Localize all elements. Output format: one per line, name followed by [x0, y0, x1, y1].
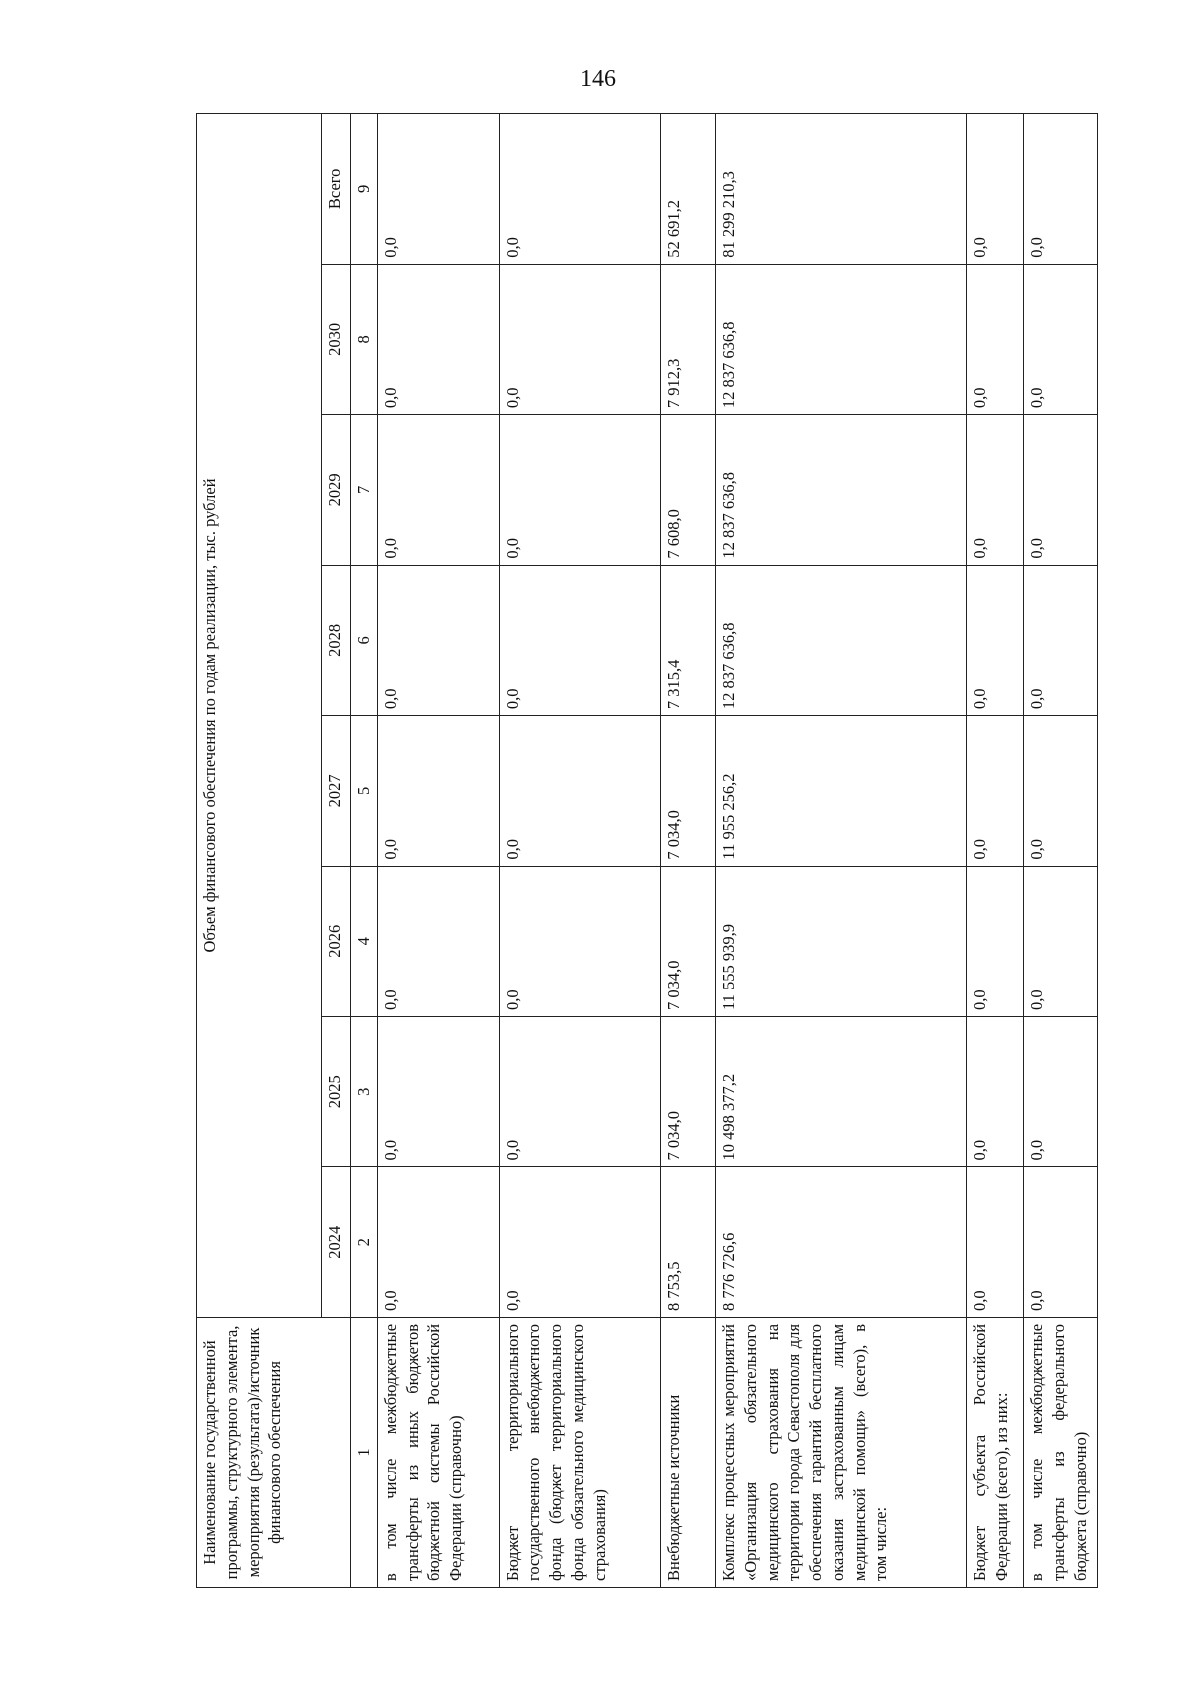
header-year: 2029: [322, 415, 351, 565]
value-cell: 0,0: [499, 565, 660, 715]
value-cell: 7 608,0: [660, 415, 715, 565]
row-name: Бюджет субъекта Российской Федерации (всего), из них:: [966, 1317, 1023, 1587]
header-name-column: Наименование государственной программы, структурного элемента, мероприятия (результата)/источник финансового обеспечения: [197, 1317, 351, 1587]
header-year: 2026: [322, 866, 351, 1016]
value-cell: 0,0: [377, 264, 499, 414]
value-cell: 0,0: [377, 565, 499, 715]
value-cell: 10 498 377,2: [716, 1017, 967, 1167]
value-cell: 0,0: [1024, 264, 1098, 414]
header-financing-volume: Объем финансового обеспечения по годам реализации, тыс. рублей: [197, 114, 322, 1318]
total-cell: 52 691,2: [660, 114, 715, 265]
value-cell: 7 034,0: [660, 716, 715, 866]
value-cell: 0,0: [499, 716, 660, 866]
value-cell: 0,0: [499, 264, 660, 414]
table-row: [377, 114, 499, 1588]
column-index: 9: [351, 114, 378, 265]
table-row: [1024, 114, 1098, 1588]
header-year: 2027: [322, 716, 351, 866]
total-cell: 0,0: [499, 114, 660, 265]
column-index: 7: [351, 415, 378, 565]
column-index: 1: [351, 1317, 378, 1587]
table-row: [966, 114, 1023, 1588]
row-name: Бюджет территориального государственного внебюджетного фонда (бюджет территориального фонда обязательного медицинского страхования): [499, 1317, 660, 1587]
header-year: 2024: [322, 1167, 351, 1317]
row-name: Внебюджетные источники: [660, 1317, 715, 1587]
value-cell: 0,0: [499, 1017, 660, 1167]
column-index: 3: [351, 1017, 378, 1167]
value-cell: 8 776 726,6: [716, 1167, 967, 1317]
value-cell: 0,0: [377, 1167, 499, 1317]
header-total: Всего: [322, 114, 351, 265]
value-cell: 8 753,5: [660, 1167, 715, 1317]
column-index: 6: [351, 565, 378, 715]
total-cell: 0,0: [966, 114, 1023, 265]
rotated-table-container: [196, 113, 1098, 1588]
value-cell: 0,0: [966, 866, 1023, 1016]
value-cell: 0,0: [499, 415, 660, 565]
financing-table: [196, 113, 1098, 1588]
column-index: 4: [351, 866, 378, 1016]
row-name: в том числе межбюджетные трансферты из иных бюджетов бюджетной системы Российской Федерации (справочно): [377, 1317, 499, 1587]
value-cell: 0,0: [966, 565, 1023, 715]
value-cell: 0,0: [377, 415, 499, 565]
value-cell: 0,0: [966, 1167, 1023, 1317]
row-name: в том числе межбюджетные трансферты из федерального бюджета (справочно): [1024, 1317, 1098, 1587]
total-cell: 0,0: [1024, 114, 1098, 265]
value-cell: 11 955 256,2: [716, 716, 967, 866]
value-cell: 0,0: [377, 866, 499, 1016]
value-cell: 0,0: [1024, 415, 1098, 565]
value-cell: 0,0: [1024, 565, 1098, 715]
value-cell: 0,0: [377, 1017, 499, 1167]
table-row: [716, 114, 967, 1588]
value-cell: 0,0: [1024, 716, 1098, 866]
value-cell: 0,0: [499, 1167, 660, 1317]
header-year: 2025: [322, 1017, 351, 1167]
value-cell: 7 912,3: [660, 264, 715, 414]
header-year: 2030: [322, 264, 351, 414]
value-cell: 11 555 939,9: [716, 866, 967, 1016]
column-index: 2: [351, 1167, 378, 1317]
value-cell: 0,0: [1024, 866, 1098, 1016]
value-cell: 7 034,0: [660, 1017, 715, 1167]
row-name: Комплекс процессных мероприятий «Организация обязательного медицинского страхования на территории города Севастополя для обеспечения гарантий бесплатного оказания застрахованным лицам медицинской помощи» (всего), в том числе:: [716, 1317, 967, 1587]
value-cell: 12 837 636,8: [716, 565, 967, 715]
value-cell: 0,0: [377, 716, 499, 866]
value-cell: 0,0: [966, 415, 1023, 565]
value-cell: 0,0: [966, 1017, 1023, 1167]
value-cell: 12 837 636,8: [716, 264, 967, 414]
page-number: 146: [580, 66, 616, 92]
value-cell: 0,0: [1024, 1167, 1098, 1317]
header-year: 2028: [322, 565, 351, 715]
value-cell: 7 315,4: [660, 565, 715, 715]
total-cell: 0,0: [377, 114, 499, 265]
value-cell: 0,0: [499, 866, 660, 1016]
table-row: [660, 114, 715, 1588]
total-cell: 81 299 210,3: [716, 114, 967, 265]
value-cell: 0,0: [966, 264, 1023, 414]
value-cell: 0,0: [1024, 1017, 1098, 1167]
value-cell: 12 837 636,8: [716, 415, 967, 565]
value-cell: 7 034,0: [660, 866, 715, 1016]
table-row: [499, 114, 660, 1588]
value-cell: 0,0: [966, 716, 1023, 866]
column-index: 8: [351, 264, 378, 414]
column-index: 5: [351, 716, 378, 866]
